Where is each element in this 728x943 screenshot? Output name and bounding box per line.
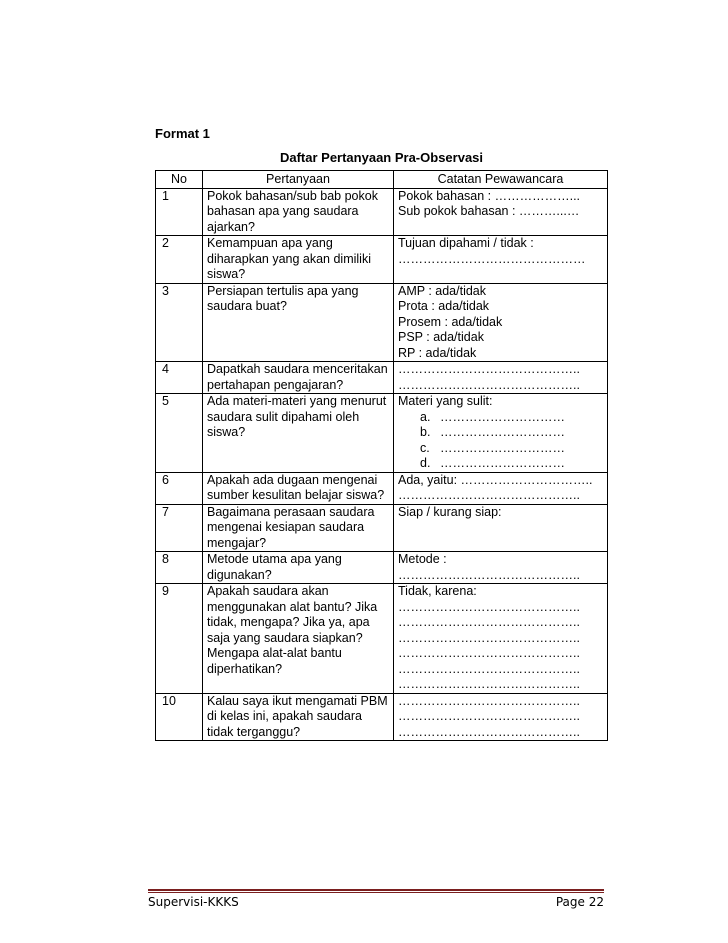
table-row xyxy=(156,188,608,236)
row-number: 3 xyxy=(156,283,203,362)
format-label: Format 1 xyxy=(155,126,210,141)
item-blank: ………………………… xyxy=(440,409,565,424)
note-line: Tujuan dipahami / tidak : xyxy=(398,236,534,250)
difficult-material-item xyxy=(398,441,603,457)
interviewer-notes-cell xyxy=(394,188,608,236)
item-blank: ………………………… xyxy=(440,456,565,470)
row-number: 6 xyxy=(156,472,203,504)
note-line: Materi yang sulit: xyxy=(398,394,493,408)
note-line: Prota : ada/tidak xyxy=(398,299,490,313)
row-number: 2 xyxy=(156,236,203,284)
item-letter: d. xyxy=(420,456,431,470)
item-letter: a. xyxy=(420,409,431,424)
item-letter: c. xyxy=(420,440,430,455)
table-row xyxy=(156,394,608,473)
row-number: 10 xyxy=(156,693,203,741)
question-cell: Apakah ada dugaan mengenai sumber kesulitan belajar siswa? xyxy=(203,472,394,504)
table-row xyxy=(156,552,608,584)
interviewer-notes-cell xyxy=(394,283,608,362)
table-row xyxy=(156,283,608,362)
note-line: ……………………………………… xyxy=(398,251,586,266)
note-line: …………………………………….. xyxy=(398,599,580,614)
item-blank: ………………………… xyxy=(440,440,565,455)
row-number: 1 xyxy=(156,188,203,236)
table-row xyxy=(156,472,608,504)
table-title: Daftar Pertanyaan Pra-Observasi xyxy=(279,150,484,165)
question-cell: Bagaimana perasaan saudara mengenai kesiapan saudara mengajar? xyxy=(203,504,394,552)
note-line: …………………………………….. xyxy=(398,724,580,739)
table-row xyxy=(156,362,608,394)
note-line: Sub pokok bahasan : ………...… xyxy=(398,204,580,218)
table-row xyxy=(156,584,608,694)
note-line: …………………………………….. xyxy=(398,677,580,691)
table-row xyxy=(156,504,608,552)
page-number: Page 22 xyxy=(555,895,604,909)
note-line: Metode : xyxy=(398,552,447,566)
note-line: …………………………………….. xyxy=(398,661,580,676)
header-notes: Catatan Pewawancara xyxy=(394,171,608,189)
interviewer-notes-cell xyxy=(394,584,608,694)
question-cell: Kalau saya ikut mengamati PBM di kelas ini, apakah saudara tidak terganggu? xyxy=(203,693,394,741)
question-cell: Ada materi-materi yang menurut saudara sulit dipahami oleh siswa? xyxy=(203,394,394,473)
row-number: 9 xyxy=(156,584,203,694)
note-line: …………………………………….. xyxy=(398,377,580,392)
note-line: …………………………………….. xyxy=(398,488,580,502)
interviewer-notes-cell xyxy=(394,236,608,284)
note-line: …………………………………….. xyxy=(398,362,580,376)
interviewer-notes-cell xyxy=(394,394,608,473)
interviewer-notes-cell xyxy=(394,693,608,741)
note-line: RP : ada/tidak xyxy=(398,345,477,360)
table-row xyxy=(156,693,608,741)
interviewer-notes-cell xyxy=(394,552,608,584)
note-line: PSP : ada/tidak xyxy=(398,330,484,344)
row-number: 7 xyxy=(156,504,203,552)
interviewer-notes-cell xyxy=(394,362,608,394)
question-cell: Pokok bahasan/sub bab pokok bahasan apa yang saudara ajarkan? xyxy=(203,188,394,236)
pre-observation-table xyxy=(155,170,608,741)
note-line: Pokok bahasan : ………………... xyxy=(398,188,581,203)
difficult-material-item xyxy=(398,456,603,472)
table-row xyxy=(156,236,608,284)
note-line: …………………………………….. xyxy=(398,646,580,660)
note-line: …………………………………….. xyxy=(398,693,580,708)
question-cell: Dapatkah saudara menceritakan pertahapan pengajaran? xyxy=(203,362,394,394)
row-number: 5 xyxy=(156,394,203,473)
note-line: Ada, yaitu: ………………………….. xyxy=(398,472,593,487)
question-cell: Persiapan tertulis apa yang saudara buat? xyxy=(203,283,394,362)
question-cell: Metode utama apa yang digunakan? xyxy=(203,552,394,584)
question-cell: Apakah saudara akan menggunakan alat bantu? Jika tidak, mengapa? Jika ya, apa saja yang saudara siapkan? Mengapa alat-alat bantu diperhatikan? xyxy=(203,584,394,694)
item-blank: ………………………… xyxy=(440,425,565,439)
row-number: 8 xyxy=(156,552,203,584)
note-line: …………………………………….. xyxy=(398,630,580,645)
note-line: Siap / kurang siap: xyxy=(398,504,502,519)
footer-rule xyxy=(148,889,604,891)
interviewer-notes-cell xyxy=(394,504,608,552)
table-body xyxy=(156,188,608,741)
note-line: Tidak, karena: xyxy=(398,584,477,598)
difficult-material-item xyxy=(398,410,603,426)
note-line: …………………………………….. xyxy=(398,567,580,582)
note-line: …………………………………….. xyxy=(398,709,580,723)
header-no: No xyxy=(156,171,203,189)
note-line: AMP : ada/tidak xyxy=(398,283,487,298)
note-line: Prosem : ada/tidak xyxy=(398,314,503,329)
interviewer-notes-cell xyxy=(394,472,608,504)
item-letter: b. xyxy=(420,425,431,439)
footer-title: Supervisi-KKKS xyxy=(148,895,239,909)
difficult-material-item xyxy=(398,425,603,441)
header-question: Pertanyaan xyxy=(203,171,394,189)
note-line: …………………………………….. xyxy=(398,615,580,629)
row-number: 4 xyxy=(156,362,203,394)
question-cell: Kemampuan apa yang diharapkan yang akan dimiliki siswa? xyxy=(203,236,394,284)
footer-rule-thin xyxy=(148,892,604,893)
table-header-row xyxy=(156,171,608,189)
